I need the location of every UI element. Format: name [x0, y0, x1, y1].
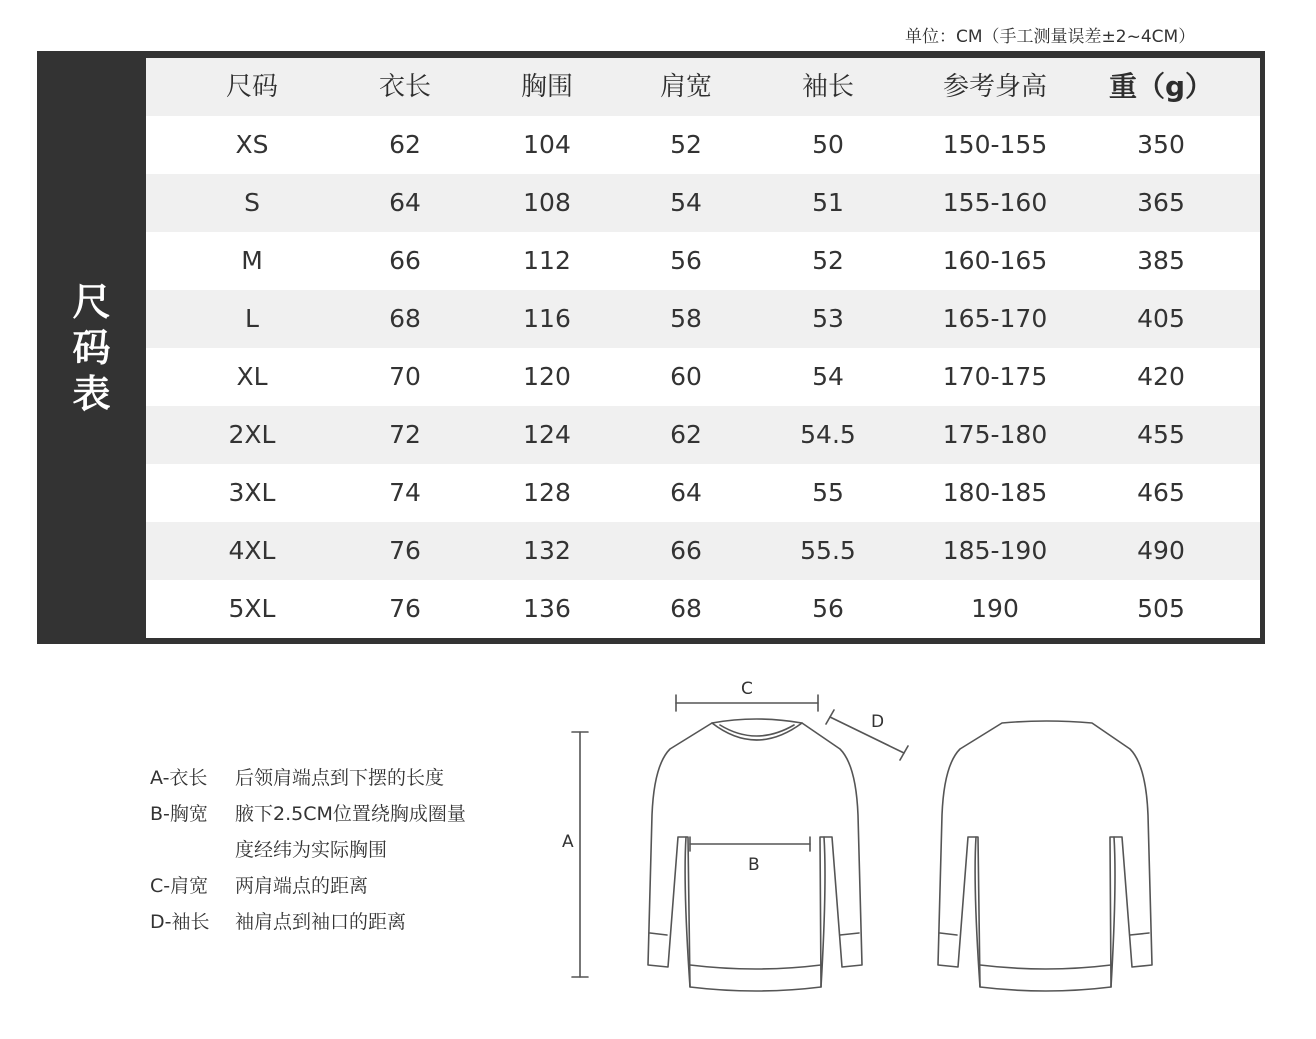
legend-text: 度经纬为实际胸围 — [235, 839, 388, 861]
legend-key: B-胸宽 — [150, 803, 208, 825]
cell-height: 155-160 — [942, 188, 1048, 217]
shirt-measurement-diagram — [540, 665, 1200, 1015]
legend-text: 袖肩点到袖口的距离 — [235, 911, 407, 933]
cell-sleeve: 52 — [812, 246, 844, 275]
table-row — [146, 174, 1260, 232]
cell-size: 3XL — [228, 478, 276, 507]
legend-key: D-袖长 — [150, 911, 210, 933]
cell-length: 76 — [389, 536, 421, 565]
cell-weight: 385 — [1137, 246, 1185, 275]
cell-shoulder: 54 — [670, 188, 702, 217]
side-title — [37, 51, 146, 644]
legend-key: C-肩宽 — [150, 875, 209, 897]
unit-note: 单位：CM（手工测量误差±2~4CM） — [905, 27, 1196, 47]
cell-sleeve: 56 — [812, 594, 844, 623]
dimension-a-label: A — [562, 832, 574, 852]
cell-height: 150-155 — [942, 130, 1048, 159]
cell-shoulder: 52 — [670, 130, 702, 159]
cell-height: 160-165 — [942, 246, 1048, 275]
size-table — [146, 58, 1260, 638]
table-row — [146, 580, 1260, 638]
cell-size: 4XL — [228, 536, 276, 565]
cell-length: 64 — [389, 188, 421, 217]
table-row — [146, 406, 1260, 464]
table-row — [146, 522, 1260, 580]
dimension-b-label: B — [748, 855, 760, 875]
cell-weight: 465 — [1137, 478, 1185, 507]
header-shoulder: 肩宽 — [659, 72, 712, 102]
cell-length: 62 — [389, 130, 421, 159]
cell-size: L — [245, 304, 259, 333]
dimension-b-line — [690, 837, 810, 851]
cell-shoulder: 60 — [670, 362, 702, 391]
cell-length: 76 — [389, 594, 421, 623]
cell-shoulder: 62 — [670, 420, 702, 449]
cell-shoulder: 68 — [670, 594, 702, 623]
cell-chest: 132 — [523, 536, 571, 565]
cell-height: 165-170 — [942, 304, 1048, 333]
cell-sleeve: 55.5 — [800, 536, 856, 565]
back-shirt-outline — [938, 721, 1152, 991]
header-height: 参考身高 — [942, 72, 1047, 102]
cell-chest: 124 — [523, 420, 571, 449]
cell-chest: 104 — [523, 130, 571, 159]
cell-weight: 350 — [1137, 130, 1185, 159]
side-title-char: 表 — [72, 371, 111, 416]
legend-text: 两肩端点的距离 — [235, 875, 369, 897]
cell-weight: 405 — [1137, 304, 1185, 333]
cell-sleeve: 54.5 — [800, 420, 856, 449]
cell-shoulder: 66 — [670, 536, 702, 565]
size-chart-frame — [37, 51, 1265, 644]
legend-text: 腋下2.5CM位置绕胸成圈量 — [235, 803, 466, 825]
header-size: 尺码 — [225, 72, 278, 102]
cell-height: 185-190 — [942, 536, 1048, 565]
side-title-char: 尺 — [72, 279, 111, 324]
legend-text: 后领肩端点到下摆的长度 — [235, 767, 445, 789]
cell-chest: 128 — [523, 478, 571, 507]
cell-length: 74 — [389, 478, 421, 507]
cell-sleeve: 55 — [812, 478, 844, 507]
dimension-c-label: C — [741, 679, 753, 699]
cell-size: M — [241, 246, 263, 275]
cell-weight: 505 — [1137, 594, 1185, 623]
cell-weight: 490 — [1137, 536, 1185, 565]
cell-size: S — [244, 188, 260, 217]
cell-height: 180-185 — [942, 478, 1048, 507]
cell-length: 70 — [389, 362, 421, 391]
cell-height: 170-175 — [942, 362, 1048, 391]
diagram-svg — [540, 665, 1200, 1015]
cell-length: 68 — [389, 304, 421, 333]
cell-chest: 136 — [523, 594, 571, 623]
cell-sleeve: 53 — [812, 304, 844, 333]
table-header-row — [146, 58, 1260, 116]
cell-chest: 112 — [523, 246, 571, 275]
cell-chest: 108 — [523, 188, 571, 217]
dimension-d-label: D — [871, 712, 885, 732]
cell-chest: 116 — [523, 304, 571, 333]
header-weight: 重（g） — [1108, 70, 1214, 103]
cell-size: 2XL — [228, 420, 276, 449]
cell-size: XL — [236, 362, 268, 391]
cell-length: 66 — [389, 246, 421, 275]
legend-key: A-衣长 — [150, 767, 208, 789]
header-length: 衣长 — [378, 72, 431, 102]
cell-shoulder: 56 — [670, 246, 702, 275]
table-row — [146, 464, 1260, 522]
dimension-d-line — [826, 710, 908, 760]
cell-weight: 455 — [1137, 420, 1185, 449]
table-row — [146, 290, 1260, 348]
cell-weight: 365 — [1137, 188, 1185, 217]
cell-length: 72 — [389, 420, 421, 449]
table-row — [146, 232, 1260, 290]
cell-size: 5XL — [228, 594, 276, 623]
side-title-char: 码 — [72, 325, 111, 370]
dimension-a-line — [572, 732, 588, 977]
header-chest: 胸围 — [520, 72, 573, 102]
cell-height: 175-180 — [942, 420, 1048, 449]
cell-sleeve: 50 — [812, 130, 844, 159]
cell-chest: 120 — [523, 362, 571, 391]
table-row — [146, 116, 1260, 174]
cell-sleeve: 51 — [812, 188, 844, 217]
header-sleeve: 袖长 — [801, 72, 854, 102]
table-row — [146, 348, 1260, 406]
cell-shoulder: 58 — [670, 304, 702, 333]
cell-size: XS — [235, 130, 269, 159]
cell-weight: 420 — [1137, 362, 1185, 391]
cell-sleeve: 54 — [812, 362, 844, 391]
cell-shoulder: 64 — [670, 478, 702, 507]
cell-height: 190 — [971, 594, 1019, 623]
